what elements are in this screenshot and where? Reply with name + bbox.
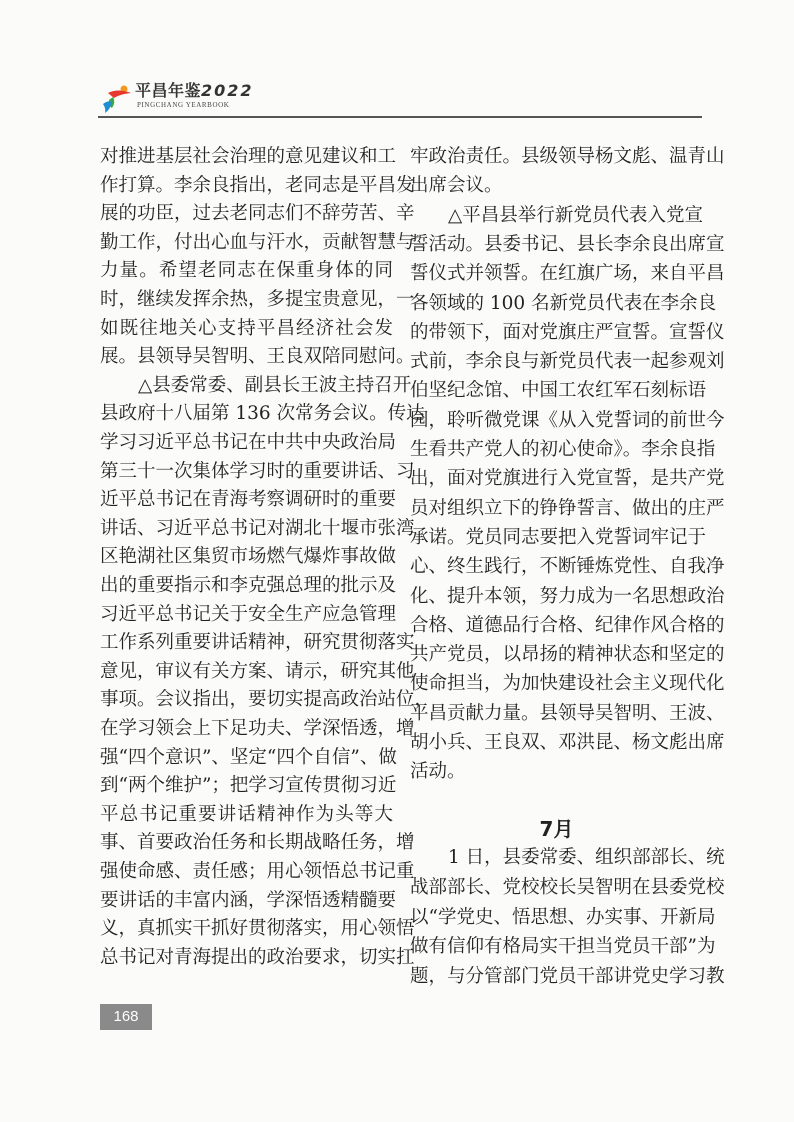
- text-line: 伯坚纪念馆、中国工农红军石刻标语: [410, 380, 707, 402]
- text-line: 事项。会议指出，要切实提高政治站位，: [100, 689, 434, 711]
- text-line: 近平总书记在青海考察调研时的重要: [100, 489, 397, 511]
- text-line: 区艳湖社区集贸市场燃气爆炸事故做: [100, 546, 397, 568]
- text-line: 力量。希望老同志在保重身体的同: [100, 260, 393, 282]
- text-line: 县政府十八届第 136 次常务会议。传达: [100, 403, 425, 425]
- text-line: 出的重要指示和李克强总理的批示及: [100, 575, 397, 596]
- text-line: 在学习领会上下足功夫、学深悟透，增: [100, 718, 415, 739]
- text-line: 的带领下，面对党旗庄严宣誓。宣誓仪: [410, 321, 725, 343]
- text-line: 心、终生践行，不断锤炼党性、自我净: [410, 556, 725, 578]
- text-line: 使命担当，为加快建设社会主义现代化: [410, 673, 725, 695]
- text-line: 园，聆听微党课《从入党誓词的前世今: [410, 409, 725, 431]
- text-line: 到“两个维护”；把学习宣传贯彻习近: [100, 775, 397, 797]
- text-line: 合格、道德品行合格、纪律作风合格的: [410, 614, 725, 636]
- text-line: 如既往地关心支持平昌经济社会发: [100, 317, 393, 339]
- section-heading-july: 7月: [539, 817, 574, 841]
- text-line: 强使命感、责任感；用心领悟总书记重: [100, 861, 415, 882]
- text-line: 1 日，县委常委、组织部部长、统: [448, 847, 725, 868]
- text-line: 共产党员，以昂扬的精神状态和坚定的: [410, 644, 725, 666]
- text-line: 展的功臣，过去老同志们不辞劳苦、辛: [100, 203, 415, 225]
- text-line: △平昌县举行新党员代表入党宣: [448, 204, 703, 226]
- text-line: 各领域的 100 名新党员代表在李余良: [410, 292, 717, 314]
- text-line: 勤工作，付出心血与汗水，贡献智慧与: [100, 231, 415, 253]
- text-line: 做有信仰有格局实干担当党员干部”为: [410, 936, 716, 958]
- text-line: 总书记对青海提出的政治要求，切实扛: [100, 946, 415, 968]
- yearbook-title-year: 2022: [201, 81, 254, 100]
- yearbook-logo-icon: [100, 84, 132, 114]
- text-line: 化、提升本领，努力成为一名思想政治: [410, 585, 725, 607]
- text-line: 义，真抓实干抓好贯彻落实，用心领悟: [100, 918, 415, 940]
- text-line: 出，面对党旗进行入党宣誓，是共产党: [410, 468, 725, 490]
- text-line: 誓仪式并领誓。在红旗广场，来自平昌: [410, 263, 725, 285]
- text-line: 以“学党史、悟思想、办实事、开新局: [410, 906, 716, 928]
- text-line: 展。县领导吴智明、王良双陪同慰问。: [100, 346, 415, 368]
- text-line: 胡小兵、王良双、邓洪昆、杨文彪出席: [410, 732, 725, 753]
- text-line: 出席会议。: [410, 175, 503, 197]
- text-line: 平总书记重要讲话精神作为头等大: [100, 803, 393, 825]
- text-line: 活动。: [410, 761, 466, 783]
- text-line: 员对组织立下的铮铮誓言、做出的庄严: [410, 497, 725, 519]
- text-line: 对推进基层社会治理的意见建议和工: [100, 146, 397, 167]
- text-line: 时，继续发挥余热，多提宝贵意见，一: [100, 289, 415, 310]
- page-number: 168: [100, 1004, 152, 1030]
- text-line: 讲话、习近平总书记对湖北十堰市张湾: [100, 517, 415, 539]
- yearbook-title-name: 平昌年鉴: [135, 81, 202, 100]
- text-line: 工作系列重要讲话精神，研究贯彻落实: [100, 632, 415, 654]
- text-line: 战部部长、党校校长吴智明在县委党校: [410, 876, 725, 898]
- text-line: 第三十一次集体学习时的重要讲话、习: [100, 460, 415, 482]
- text-line: 习近平总书记关于安全生产应急管理: [100, 603, 397, 625]
- text-line: 平昌贡献力量。县领导吴智明、王波、: [410, 702, 725, 724]
- text-line: 生看共产党人的初心使命》。李余良指: [410, 439, 716, 460]
- text-line: 学习习近平总书记在中共中央政治局: [100, 432, 397, 453]
- text-line: 要讲话的丰富内涵，学深悟透精髓要: [100, 889, 397, 911]
- text-line: △县委常委、副县长王波主持召开: [138, 374, 412, 396]
- header-rule: [98, 116, 702, 118]
- text-line: 誓活动。县委书记、县长李余良出席宣: [410, 233, 725, 255]
- text-line: 牢政治责任。县级领导杨文彪、温青山: [410, 146, 725, 167]
- text-line: 事、首要政治任务和长期战略任务，增: [100, 832, 415, 854]
- yearbook-subtitle: PINGCHANG YEARBOOK: [137, 101, 230, 109]
- text-line: 式前，李余良与新党员代表一起参观刘: [410, 351, 725, 373]
- text-line: 意见，审议有关方案、请示，研究其他: [100, 660, 415, 682]
- text-line: 题，与分管部门党员干部讲党史学习教: [410, 966, 725, 988]
- text-line: 承诺。党员同志要把入党誓词牢记于: [410, 526, 707, 548]
- yearbook-title: [135, 82, 254, 99]
- text-line: 作打算。李余良指出，老同志是平昌发: [100, 174, 415, 196]
- text-line: 强“四个意识”、坚定“四个自信”、做: [100, 746, 397, 768]
